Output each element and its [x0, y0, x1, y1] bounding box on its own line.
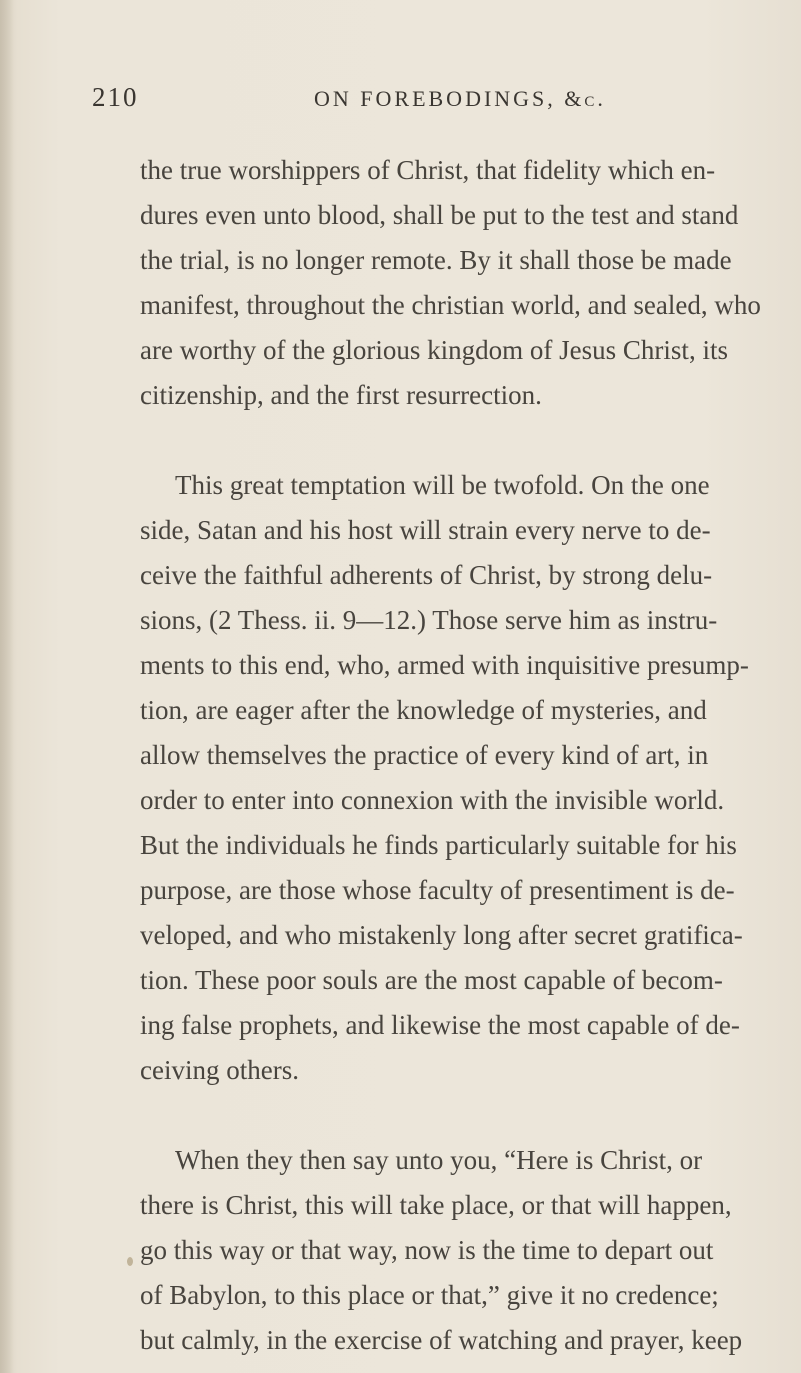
text-line: sions, (2 Thess. ii. 9—12.) Those serve him as instru- — [140, 605, 718, 635]
text-line: the trial, is no longer remote. By it shall those be made — [140, 245, 732, 275]
body-text — [140, 148, 801, 1363]
text-line: purpose, are those whose faculty of presentiment is de- — [140, 875, 735, 905]
text-line: ments to this end, who, armed with inquisitive presump- — [140, 650, 749, 680]
text-line: order to enter into connexion with the invisible world. — [140, 785, 725, 815]
text-line: the true worshippers of Christ, that fidelity which en- — [140, 155, 716, 185]
running-head: ON FOREBODINGS, &c. — [314, 86, 606, 111]
text-line: manifest, throughout the christian world, and sealed, who — [140, 290, 761, 320]
text-line: go this way or that way, now is the time to depart out — [140, 1235, 714, 1265]
page-number: 210 — [92, 82, 139, 112]
paper-speck — [127, 1257, 133, 1266]
text-line: veloped, and who mistakenly long after secret gratifica- — [140, 920, 743, 950]
text-line: tion, are eager after the knowledge of mysteries, and — [140, 695, 707, 725]
text-line: When they then say unto you, “Here is Christ, or — [175, 1145, 703, 1175]
text-line: ceive the faithful adherents of Christ, by strong delu- — [140, 560, 713, 590]
text-line: allow themselves the practice of every kind of art, in — [140, 740, 709, 770]
text-line: citizenship, and the first resurrection. — [140, 380, 542, 410]
text-line: dures even unto blood, shall be put to the test and stand — [140, 200, 739, 230]
text-line: ceiving others. — [140, 1055, 299, 1085]
text-line: ing false prophets, and likewise the most capable of de- — [140, 1010, 740, 1040]
paragraph-3 — [140, 1138, 801, 1363]
text-line: But the individuals he finds particularly suitable for his — [140, 830, 737, 860]
text-line: but calmly, in the exercise of watching and prayer, keep — [140, 1325, 743, 1355]
text-line: there is Christ, this will take place, or that will happen, — [140, 1190, 732, 1220]
paragraph-1 — [140, 148, 801, 418]
text-line: side, Satan and his host will strain every nerve to de- — [140, 515, 711, 545]
page-header — [0, 82, 801, 122]
text-line: This great temptation will be twofold. On the one — [175, 470, 710, 500]
paragraph-2 — [140, 463, 801, 1093]
text-line: of Babylon, to this place or that,” give it no credence; — [140, 1280, 719, 1310]
gutter-shadow — [0, 0, 14, 1373]
text-line: are worthy of the glorious kingdom of Jesus Christ, its — [140, 335, 728, 365]
text-line: tion. These poor souls are the most capable of becom- — [140, 965, 723, 995]
